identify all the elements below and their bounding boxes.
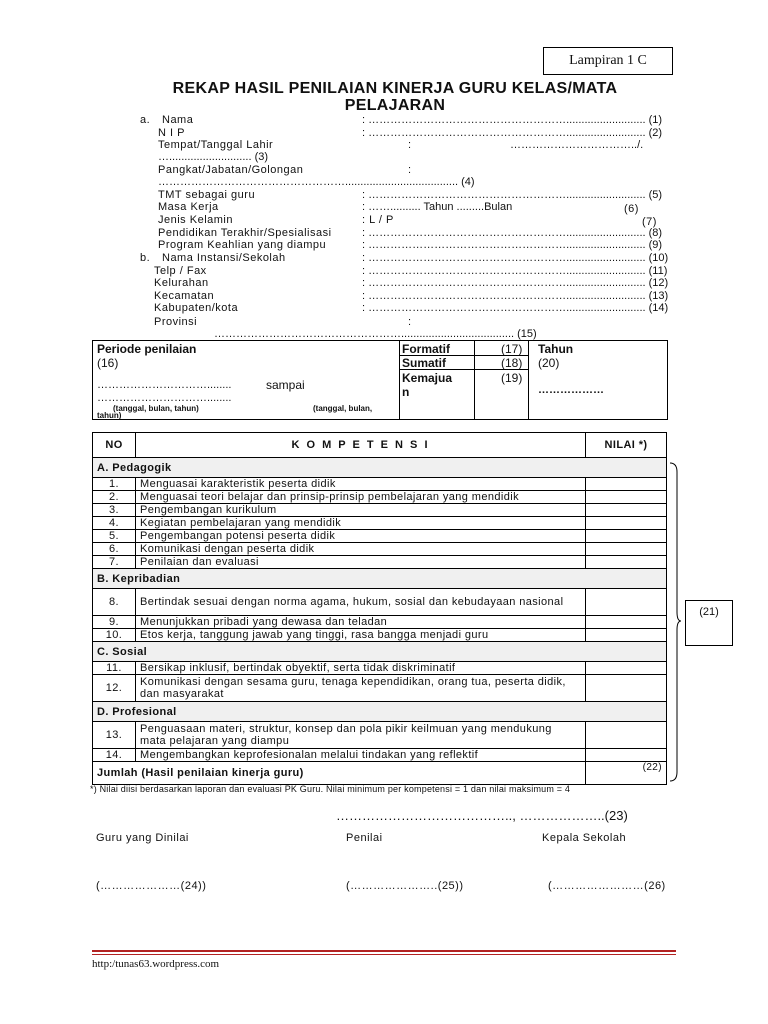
field-ttl-continuation[interactable]: …........................... (3) bbox=[158, 151, 269, 163]
right-brace-icon bbox=[668, 462, 682, 782]
table-row: 1. Menguasai karakteristik peserta didik bbox=[93, 478, 667, 491]
sign-kepala-line[interactable]: (……………………(26) bbox=[548, 880, 666, 892]
periode-hint-right: (tanggal, bulan, bbox=[313, 404, 373, 413]
nilai-cell[interactable] bbox=[586, 504, 667, 517]
field-nip-label: N I P bbox=[158, 127, 185, 139]
sign-guru-line[interactable]: (…………………(24)) bbox=[96, 880, 207, 892]
periode-to[interactable]: …………………………........ bbox=[97, 392, 232, 404]
periode-number: (16) bbox=[97, 356, 119, 370]
field-provinsi-value[interactable]: ……………………………………………..................................... (15) bbox=[214, 328, 537, 340]
sign-penilai-line[interactable]: (…………………..(25)) bbox=[346, 880, 464, 892]
header-nilai: NILAI *) bbox=[586, 433, 667, 458]
field-kabupaten-value[interactable]: : ……………………………………………….......................... (14) bbox=[362, 302, 669, 314]
tahun-value[interactable]: ……………… bbox=[538, 384, 604, 396]
table-row: 11. Bersikap inklusif, bertindak obyektif, serta tidak diskriminatif bbox=[93, 662, 667, 675]
nilai-cell[interactable] bbox=[586, 616, 667, 629]
table-row: 2. Menguasai teori belajar dan prinsip-prinsip pembelajaran yang mendidik bbox=[93, 491, 667, 504]
formatif-label: Formatif bbox=[402, 342, 450, 356]
table-row: 14. Mengembangkan keprofesionalan melalui tindakan yang reflektif bbox=[93, 749, 667, 762]
nilai-cell[interactable] bbox=[586, 543, 667, 556]
section-sosial: C. Sosial bbox=[93, 642, 667, 662]
sign-guru-label: Guru yang Dinilai bbox=[96, 832, 189, 844]
periode-from[interactable]: …………………………........ bbox=[97, 379, 232, 391]
field-kabupaten-label: Kabupaten/kota bbox=[154, 302, 239, 314]
nilai-cell[interactable] bbox=[586, 662, 667, 675]
jumlah-label: Jumlah (Hasil penilaian kinerja guru) bbox=[93, 762, 586, 785]
section-b-label: b. bbox=[140, 252, 151, 264]
field-instansi-label: Nama Instansi/Sekolah bbox=[162, 252, 286, 264]
kemajuan-label-line1: Kemajua bbox=[402, 371, 453, 385]
sumatif-label: Sumatif bbox=[402, 356, 447, 370]
field-nama-label: Nama bbox=[162, 114, 194, 126]
periode-box bbox=[92, 340, 668, 420]
field-jk-number: (7) bbox=[642, 216, 657, 228]
section-pedagogik: A. Pedagogik bbox=[93, 458, 667, 478]
nilai-cell[interactable] bbox=[586, 749, 667, 762]
sign-kepala-label: Kepala Sekolah bbox=[542, 832, 627, 844]
table-row: 12. Komunikasi dengan sesama guru, tenaga kependidikan, orang tua, peserta didik, dan masyarakat bbox=[93, 675, 667, 702]
section-a-label: a. bbox=[140, 114, 151, 126]
table-row: 8. Bertindak sesuai dengan norma agama, hukum, sosial dan kebudayaan nasional bbox=[93, 589, 667, 616]
nilai-cell[interactable] bbox=[586, 491, 667, 504]
formatif-number: (17) bbox=[501, 342, 523, 356]
field-pangkat-value[interactable]: ……………………………………………..................................... (4) bbox=[158, 176, 475, 188]
field-program-value[interactable]: : ……………………………………………….......................... (9) bbox=[362, 239, 663, 251]
field-nama-value[interactable]: : ……………………………………………….......................... (1) bbox=[362, 114, 663, 126]
field-kelurahan-label: Kelurahan bbox=[154, 277, 209, 289]
field-jk-label: Jenis Kelamin bbox=[158, 214, 233, 226]
table-row: 3. Pengembangan kurikulum bbox=[93, 504, 667, 517]
field-tmt-value[interactable]: : ……………………………………………….......................... (5) bbox=[362, 189, 663, 201]
field-jk-value[interactable]: : L / P bbox=[362, 214, 394, 226]
field-provinsi-label: Provinsi bbox=[154, 316, 198, 328]
place-date[interactable]: ………………………………….., ………………..(23) bbox=[336, 808, 628, 823]
field-kecamatan-label: Kecamatan bbox=[154, 290, 215, 302]
table-row: 10. Etos kerja, tanggung jawab yang tinggi, rasa bangga menjadi guru bbox=[93, 629, 667, 642]
field-ttl-label: Tempat/Tanggal Lahir bbox=[158, 139, 274, 151]
nilai-cell[interactable] bbox=[586, 530, 667, 543]
footer-url: http:/tunas63.wordpress.com bbox=[92, 958, 220, 970]
nilai-cell[interactable] bbox=[586, 629, 667, 642]
field-ttl-value[interactable]: ……………………………../. bbox=[510, 139, 644, 151]
field-nip-value[interactable]: : ……………………………………………….......................... (2) bbox=[362, 127, 663, 139]
kemajuan-label-line2: n bbox=[402, 385, 410, 399]
brace-number: (21) bbox=[685, 600, 733, 646]
tahun-number: (20) bbox=[538, 356, 560, 370]
page-title-line2: PELAJARAN bbox=[344, 97, 446, 114]
periode-hint-tahun: tahun) bbox=[97, 411, 122, 420]
table-row: 9. Menunjukkan pribadi yang dewasa dan teladan bbox=[93, 616, 667, 629]
field-kecamatan-value[interactable]: : ……………………………………………….......................... (13) bbox=[362, 290, 669, 302]
page-title-line1: REKAP HASIL PENILAIAN KINERJA GURU KELAS/MATA bbox=[172, 80, 618, 97]
header-kompetensi: K O M P E T E N S I bbox=[136, 433, 586, 458]
sumatif-number: (18) bbox=[501, 356, 523, 370]
field-kelurahan-value[interactable]: : ……………………………………………….......................... (12) bbox=[362, 277, 669, 289]
nilai-cell[interactable] bbox=[586, 675, 667, 702]
nilai-cell[interactable] bbox=[586, 722, 667, 749]
kompetensi-table bbox=[92, 432, 667, 785]
footer-divider bbox=[92, 950, 676, 952]
field-pendidikan-value[interactable]: : ……………………………………………….......................... (8) bbox=[362, 227, 663, 239]
table-row: 4. Kegiatan pembelajaran yang mendidik bbox=[93, 517, 667, 530]
periode-label: Periode penilaian bbox=[97, 342, 197, 356]
field-ttl-colon: : bbox=[408, 139, 412, 151]
field-pangkat-label: Pangkat/Jabatan/Golongan bbox=[158, 164, 304, 176]
periode-sampai: sampai bbox=[266, 378, 305, 392]
table-row: 13. Penguasaan materi, struktur, konsep dan pola pikir keilmuan yang mendukung mata pelajaran yang diampu bbox=[93, 722, 667, 749]
header-no: NO bbox=[93, 433, 136, 458]
field-pangkat-colon: : bbox=[408, 164, 412, 176]
field-masa-number: (6) bbox=[624, 203, 639, 215]
footnote: *) Nilai diisi berdasarkan laporan dan evaluasi PK Guru. Nilai minimum per kompetensi = 1 dan nilai maksimum = 4 bbox=[90, 784, 571, 794]
field-pendidikan-label: Pendidikan Terakhir/Spesialisasi bbox=[158, 227, 332, 239]
jumlah-value[interactable]: (22) bbox=[586, 762, 667, 785]
jumlah-row bbox=[93, 762, 667, 785]
field-provinsi-colon: : bbox=[408, 316, 412, 328]
tahun-label: Tahun bbox=[538, 342, 574, 356]
kemajuan-number: (19) bbox=[501, 371, 523, 385]
table-row: 6. Komunikasi dengan peserta didik bbox=[93, 543, 667, 556]
sign-penilai-label: Penilai bbox=[346, 832, 383, 844]
section-profesional: D. Profesional bbox=[93, 702, 667, 722]
nilai-cell[interactable] bbox=[586, 589, 667, 616]
field-instansi-value[interactable]: : ……………………………………………….......................... (10) bbox=[362, 252, 669, 264]
section-kepribadian: B. Kepribadian bbox=[93, 569, 667, 589]
nilai-cell[interactable] bbox=[586, 478, 667, 491]
footer-divider-thin bbox=[92, 954, 676, 955]
table-header bbox=[93, 433, 667, 458]
field-tmt-label: TMT sebagai guru bbox=[158, 189, 256, 201]
nilai-cell[interactable] bbox=[586, 517, 667, 530]
nilai-cell[interactable] bbox=[586, 556, 667, 569]
lampiran-label: Lampiran 1 C bbox=[543, 47, 673, 75]
field-telp-label: Telp / Fax bbox=[154, 265, 207, 277]
field-masa-label: Masa Kerja bbox=[158, 201, 219, 213]
field-program-label: Program Keahlian yang diampu bbox=[158, 239, 327, 251]
table-row: 7. Penilaian dan evaluasi bbox=[93, 556, 667, 569]
field-telp-value[interactable]: : ……………………………………………….......................... (11) bbox=[362, 265, 668, 277]
periode-hint-left: (tanggal, bulan, tahun) bbox=[113, 404, 199, 413]
field-masa-value[interactable]: : …….......... Tahun .........Bulan bbox=[362, 201, 513, 213]
table-row: 5. Pengembangan potensi peserta didik bbox=[93, 530, 667, 543]
